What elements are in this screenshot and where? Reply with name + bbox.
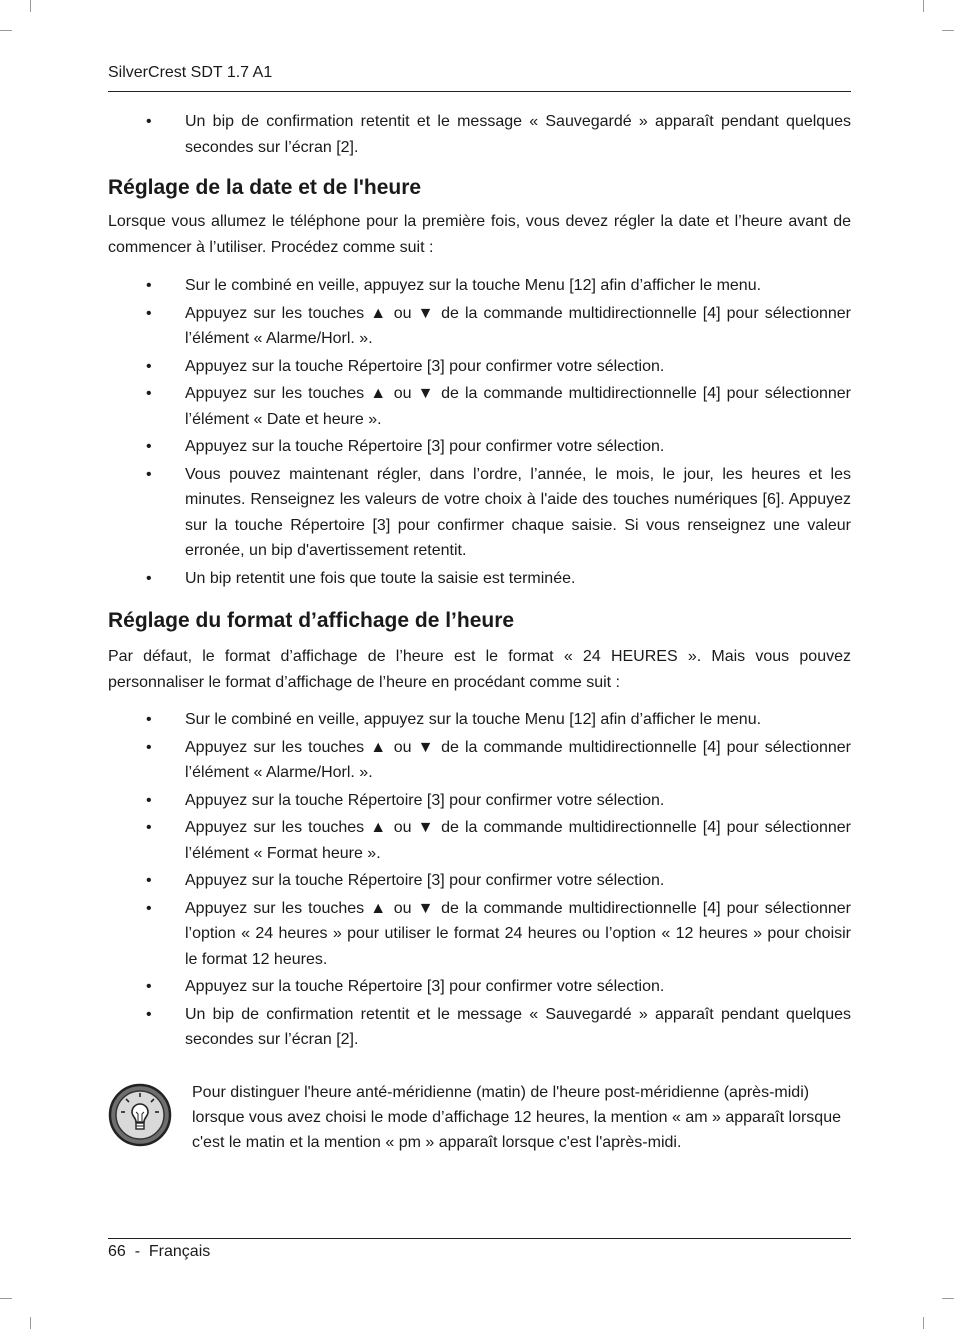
footer-rule [108, 1238, 851, 1239]
list-item: • Appuyez sur la touche Répertoire [3] pour confirmer votre sélection. [146, 872, 665, 889]
list-item: • Vous pouvez maintenant régler, dans l’ordre, l’année, le mois, le jour, les heures et les minutes. Renseignez les valeurs de votre choix à l'aide des touches numériques [6]. Appuyez sur la touche Répertoire [3] pour confirmer chaque saisie. Si vous renseignez une valeur erronée, un bip d'avertissement retentit. [146, 465, 851, 559]
section-title: Réglage du format d’affichage de l’heure [108, 609, 515, 632]
section-intro: Par défaut, le format d’affichage de l’heure est le format « 24 HEURES ». Mais vous pouvez personnaliser le format d’affichage de l’heure en procédant comme suit : [108, 648, 851, 691]
list-item: • Un bip de confirmation retentit et le message « Sauvegardé » apparaît pendant quelques secondes sur l’écran [2]. [146, 113, 851, 156]
tip-text: Pour distinguer l'heure anté-méridienne (matin) de l'heure post-méridienne (après-midi) lorsque vous avez choisi le mode d’affichage 12 heures, la mention « am » apparaît lorsque c'est le matin et la mention « pm » apparaît lorsque c'est l'après-midi. [192, 1084, 841, 1151]
crop-mark [0, 30, 12, 31]
crop-mark [0, 1298, 12, 1299]
bullet-list [108, 273, 851, 591]
list-item: • Appuyez sur les touches ▲ ou ▼ de la commande multidirectionnelle [4] pour sélectionner l’élément « Format heure ». [146, 819, 851, 862]
crop-mark [942, 30, 954, 31]
list-item: • Appuyez sur les touches ▲ ou ▼ de la commande multidirectionnelle [4] pour sélectionner l’élément « Alarme/Horl. ». [146, 738, 851, 781]
crop-mark [30, 1317, 31, 1329]
page-content [108, 109, 851, 1055]
list-item: • Appuyez sur la touche Répertoire [3] pour confirmer votre sélection. [146, 791, 665, 809]
list-item: • Appuyez sur les touches ▲ ou ▼ de la commande multidirectionnelle [4] pour sélectionner l’option « 24 heures » pour utiliser le format 24 heures ou l’option « 12 heures » pour choisir le format 12 heures. [146, 899, 851, 968]
page-footer: 66 - Français [108, 1243, 211, 1260]
list-item: • Sur le combiné en veille, appuyez sur la touche Menu [12] afin d’afficher le menu. [146, 711, 762, 728]
list-item: • Un bip de confirmation retentit et le message « Sauvegardé » apparaît pendant quelques secondes sur l’écran [2]. [146, 1005, 851, 1048]
list-item: • Un bip retentit une fois que toute la saisie est terminée. [146, 569, 576, 587]
bullet-list [108, 707, 851, 1053]
crop-mark [923, 1317, 924, 1329]
list-item: • Sur le combiné en veille, appuyez sur la touche Menu [12] afin d’afficher le menu. [146, 277, 762, 294]
list-item: • Appuyez sur les touches ▲ ou ▼ de la commande multidirectionnelle [4] pour sélectionner l’élément « Date et heure ». [146, 385, 851, 428]
list-item: • Appuyez sur les touches ▲ ou ▼ de la commande multidirectionnelle [4] pour sélectionner l’élément « Alarme/Horl. ». [146, 304, 851, 347]
section-intro: Lorsque vous allumez le téléphone pour la première fois, vous devez régler la date et l’heure avant de commencer à l’utiliser. Procédez comme suit : [108, 213, 851, 256]
crop-mark [942, 1298, 954, 1299]
list-item: • Appuyez sur la touche Répertoire [3] pour confirmer votre sélection. [146, 438, 665, 455]
section-title: Réglage de la date et de l'heure [108, 176, 422, 199]
crop-mark [30, 0, 31, 12]
tip-box [108, 1080, 851, 1155]
list-item: • Appuyez sur la touche Répertoire [3] pour confirmer votre sélection. [146, 978, 665, 995]
page-header: SilverCrest SDT 1.7 A1 [108, 64, 273, 81]
list-item: • Appuyez sur la touche Répertoire [3] pour confirmer votre sélection. [146, 357, 665, 375]
crop-mark [923, 0, 924, 12]
header-rule [108, 91, 851, 92]
lightbulb-icon [108, 1083, 172, 1147]
